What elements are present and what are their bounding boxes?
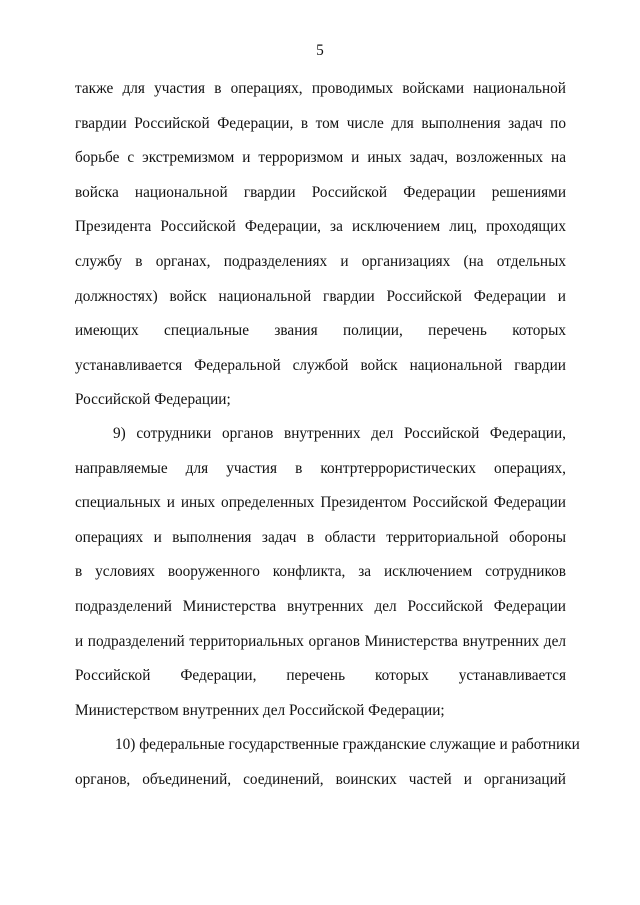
paragraph-9 xyxy=(75,417,566,728)
text-line: имеющих специальные звания полиции, перечень которых xyxy=(75,322,566,340)
text-line: 9) сотрудники органов внутренних дел Российской Федерации, xyxy=(113,425,566,442)
text-line: Президента Российской Федерации, за исключением лиц, проходящих xyxy=(75,218,566,236)
text-line: и подразделений территориальных органов Министерства внутренних дел xyxy=(75,632,566,650)
text-line: устанавливается Федеральной службой войск национальной гвардии xyxy=(75,356,566,374)
text-line: Российской Федерации; xyxy=(75,391,231,409)
text-line: Министерством внутренних дел Российской Федерации; xyxy=(75,701,445,719)
text-line: службу в органах, подразделениях и организациях (на отдельных xyxy=(75,252,566,270)
text-line: направляемые для участия в контртеррористических операциях, xyxy=(75,459,566,477)
text-line: борьбе с экстремизмом и терроризмом и иных задач, возложенных на xyxy=(75,149,566,167)
text-line: органов, объединений, соединений, воинских частей и организаций xyxy=(75,770,566,788)
text-line: также для участия в операциях, проводимых войсками национальной xyxy=(75,80,566,97)
text-line: гвардии Российской Федерации, в том числе для выполнения задач по xyxy=(75,114,566,132)
page-number: 5 xyxy=(316,42,324,59)
text-line: Российской Федерации, перечень которых устанавливается xyxy=(75,667,566,685)
text-line: войска национальной гвардии Российской Федерации решениями xyxy=(75,183,566,201)
text-line: 10) федеральные государственные гражданские служащие и работники xyxy=(115,736,580,753)
text-line: специальных и иных определенных Президентом Российской Федерации xyxy=(75,494,566,512)
paragraph-10 xyxy=(75,728,580,797)
paragraph-8-continuation xyxy=(75,72,566,418)
text-line: операциях и выполнения задач в области территориальной обороны xyxy=(75,528,566,546)
text-line: подразделений Министерства внутренних дел Российской Федерации xyxy=(75,597,566,615)
text-line: должностях) войск национальной гвардии Российской Федерации и xyxy=(75,287,566,305)
text-line: в условиях вооруженного конфликта, за исключением сотрудников xyxy=(75,563,566,581)
